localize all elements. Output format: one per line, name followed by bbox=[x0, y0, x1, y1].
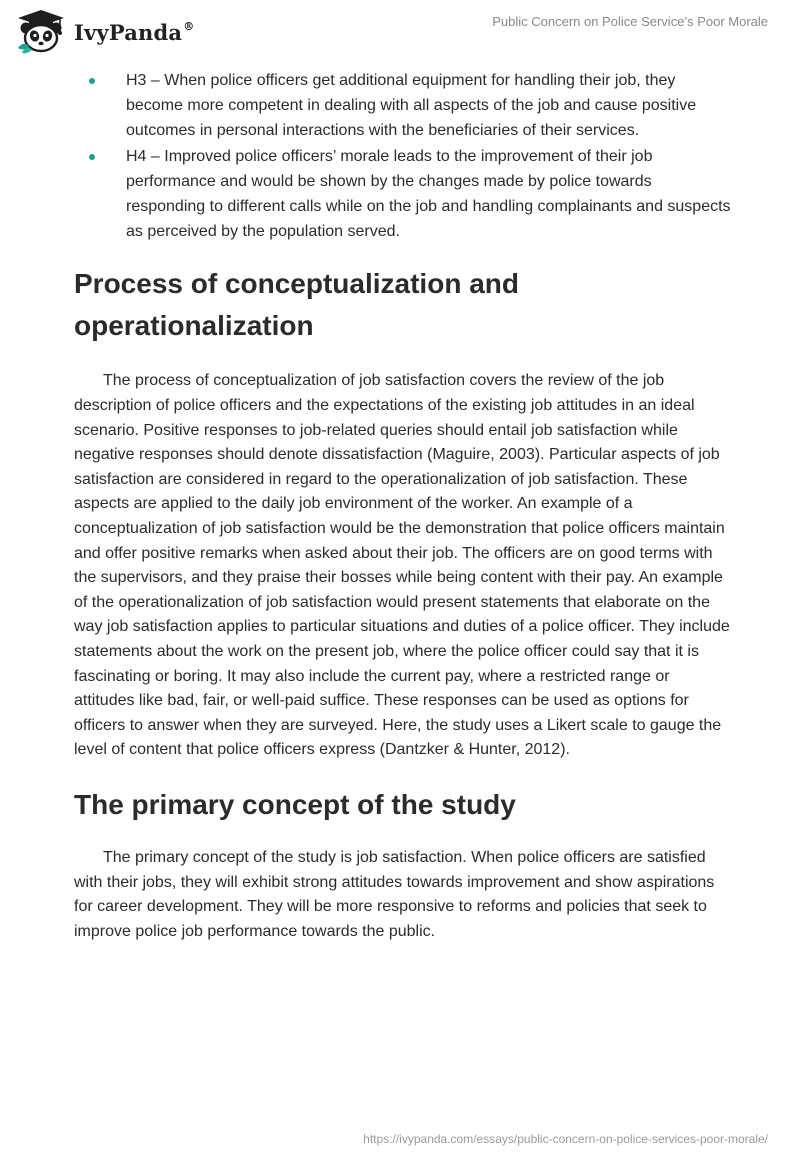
list-item bbox=[74, 68, 734, 144]
brand-logo[interactable] bbox=[14, 8, 194, 54]
section-paragraph-primary-concept: The primary concept of the study is job satisfaction. When police officers are satisfied with their jobs, they will exhibit strong attitudes towards improvement and show aspirations for career development. They will be more responsive to reforms and policies that seek to improve police job performance towards the public. bbox=[74, 848, 715, 940]
hypothesis-list bbox=[74, 68, 734, 244]
bullet-dot-icon bbox=[89, 154, 95, 160]
page-header bbox=[0, 0, 800, 60]
document-title: Public Concern on Police Service’s Poor Morale bbox=[492, 14, 768, 29]
list-item bbox=[74, 144, 734, 245]
brand-name: IvyPanda® bbox=[74, 19, 195, 45]
list-item-text: H4 – Improved police officers’ morale leads to the improvement of their job performance and would be shown by the changes made by police towards responding to different calls while on the job and handling complainants and suspects as perceived by the population served. bbox=[126, 147, 731, 241]
section-heading-primary-concept: The primary concept of the study bbox=[74, 788, 516, 820]
section-paragraph-process: The process of conceptualization of job satisfaction covers the review of the job description of police officers and the expectations of the existing job attitudes in an ideal scenario. Positive responses to job-related queries should entail job satisfaction while negative responses should denote dissatisfaction (Maguire, 2003). Particular aspects of job satisfaction are considered in regard to the operationalization of job satisfaction. These aspects are applied to the daily job environment of the worker. An example of a conceptualization of job satisfaction would be the demonstration that police officers maintain and offer positive remarks when asked about their job. The officers are on good terms with the supervisors, and they praise their bosses while being content with their pay. An example of the operationalization of job satisfaction would present statements that elaborate on the way job satisfaction applies to particular situations and duties of a police officer. They include statements about the work on the present job, where the police officer could say that it is fascinating or boring. It may also include the current pay, where a restricted range or attitudes like bad, fair, or well-paid suffice. These responses can be used as options for officers to answer when they are surveyed. Here, the study uses a Likert scale to gauge the level of content that police officers express (Dantzker & Hunter, 2012). bbox=[74, 372, 730, 759]
essay-content bbox=[74, 68, 734, 944]
source-url[interactable]: https://ivypanda.com/essays/public-concern-on-police-services-poor-morale/ bbox=[363, 1132, 768, 1146]
list-item-text: H3 – When police officers get additional equipment for handling their job, they become more competent in dealing with all aspects of the job and cause positive outcomes in personal interactions with the beneficiaries of their services. bbox=[126, 72, 697, 140]
section-heading-process: Process of conceptualization and operationalization bbox=[74, 268, 519, 342]
panda-logo-icon bbox=[14, 8, 68, 54]
bullet-dot-icon bbox=[89, 78, 95, 84]
